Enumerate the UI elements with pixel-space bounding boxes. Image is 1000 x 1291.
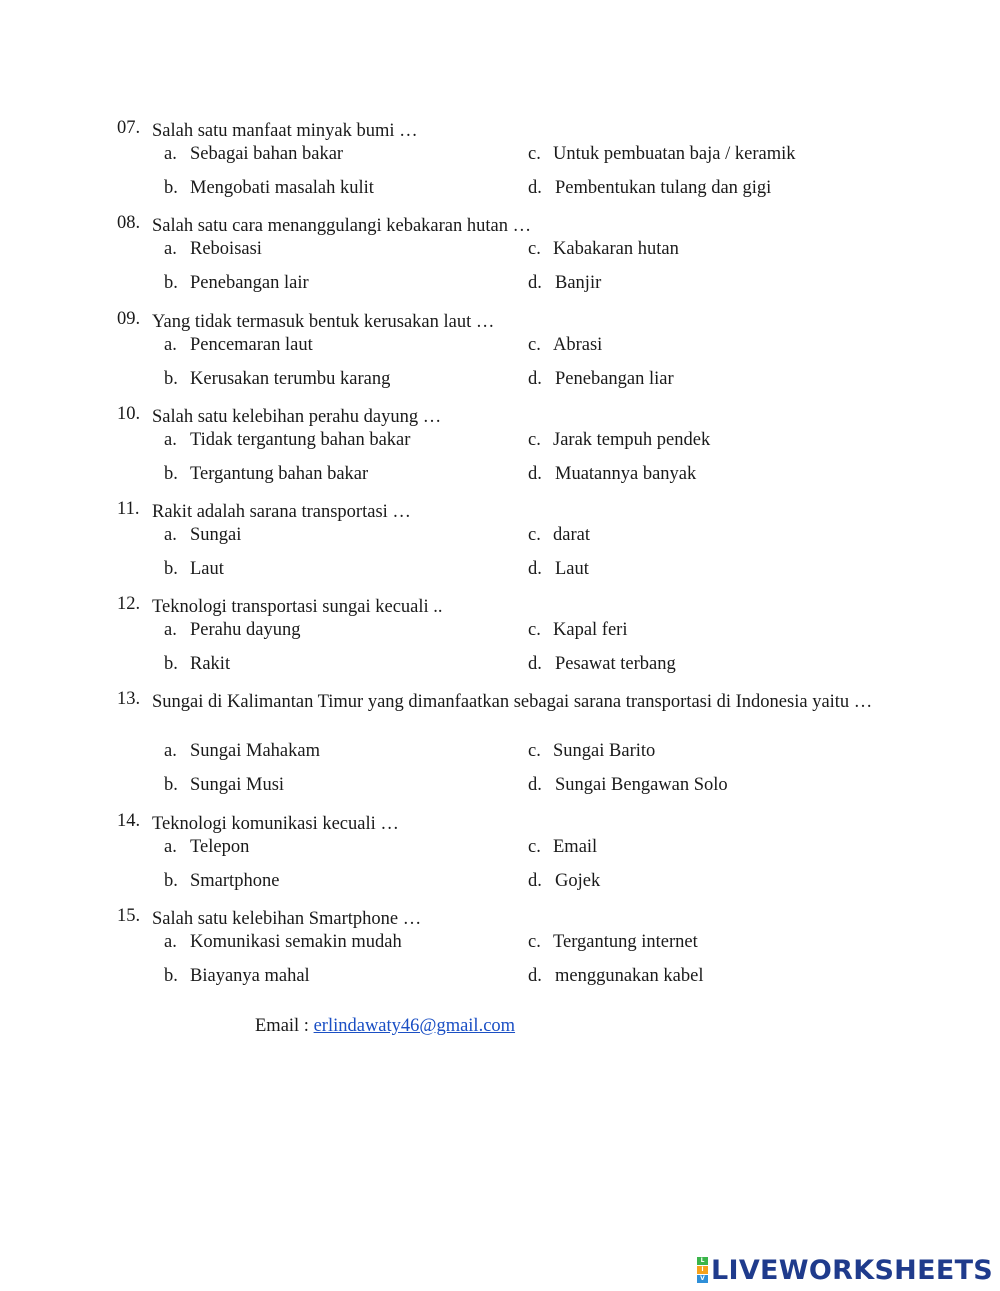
option-letter: c. (528, 741, 541, 761)
option-text: Kapal feri (553, 620, 628, 640)
option-text: Jarak tempuh pendek (553, 430, 711, 450)
option-letter: c. (528, 620, 541, 640)
option-letter: d. (528, 559, 542, 579)
option-letter: d. (528, 178, 542, 198)
option-text: Telepon (190, 837, 250, 857)
logo-block-v: V (697, 1275, 708, 1283)
logo-block-l: L (697, 1257, 708, 1265)
option-text: Banjir (555, 273, 602, 293)
question-number: 15. (117, 906, 141, 926)
option-text: Penebangan liar (555, 369, 674, 389)
footer-email-line (255, 1016, 515, 1037)
option-letter: a. (164, 239, 177, 259)
option-text: Laut (555, 559, 589, 579)
option-letter: c. (528, 430, 541, 450)
option-letter: b. (164, 369, 178, 389)
logo-blocks-icon (697, 1257, 708, 1283)
option-letter: d. (528, 871, 542, 891)
option-text: Tergantung internet (553, 932, 698, 952)
option-letter: a. (164, 144, 177, 164)
option-letter: c. (528, 525, 541, 545)
question-number: 09. (117, 309, 141, 329)
option-text: Penebangan lair (190, 273, 309, 293)
option-text: Tergantung bahan bakar (190, 464, 369, 484)
option-text: Perahu dayung (190, 620, 301, 640)
question-text: Salah satu cara menanggulangi kebakaran hutan … (152, 216, 532, 236)
question-text: Teknologi transportasi sungai kecuali .. (152, 597, 443, 617)
option-text: Kabakaran hutan (553, 239, 679, 259)
option-text: Pesawat terbang (555, 654, 676, 674)
option-letter: d. (528, 369, 542, 389)
option-letter: a. (164, 525, 177, 545)
option-letter: b. (164, 775, 178, 795)
option-text: Email (553, 837, 598, 857)
option-text: Sebagai bahan bakar (190, 144, 344, 164)
option-text: Sungai Musi (190, 775, 285, 795)
option-letter: b. (164, 966, 178, 986)
option-letter: d. (528, 966, 542, 986)
option-text: menggunakan kabel (555, 966, 704, 986)
option-text: Mengobati masalah kulit (190, 178, 374, 198)
email-label: Email : (255, 1016, 314, 1036)
question-number: 13. (117, 689, 141, 709)
option-text: Pencemaran laut (190, 335, 313, 355)
option-letter: b. (164, 464, 178, 484)
option-text: Sungai (190, 525, 242, 545)
option-letter: c. (528, 837, 541, 857)
question-text: Teknologi komunikasi kecuali … (152, 814, 399, 834)
question-text: Salah satu kelebihan Smartphone … (152, 909, 422, 929)
logo-text: LIVEWORKSHEETS (711, 1254, 994, 1286)
question-number: 10. (117, 404, 141, 424)
option-letter: b. (164, 871, 178, 891)
question-text: Sungai di Kalimantan Timur yang dimanfaatkan sebagai sarana transportasi di Indonesia yaitu … (152, 692, 873, 712)
option-text: Sungai Bengawan Solo (555, 775, 728, 795)
option-letter: a. (164, 741, 177, 761)
option-letter: c. (528, 335, 541, 355)
option-letter: c. (528, 932, 541, 952)
option-letter: d. (528, 464, 542, 484)
option-text: Untuk pembuatan baja / keramik (553, 144, 796, 164)
option-text: Muatannya banyak (555, 464, 697, 484)
option-letter: a. (164, 620, 177, 640)
option-text: Rakit (190, 654, 231, 674)
question-number: 07. (117, 118, 141, 138)
option-letter: b. (164, 654, 178, 674)
option-text: Kerusakan terumbu karang (190, 369, 391, 389)
option-text: Sungai Mahakam (190, 741, 320, 761)
option-text: Reboisasi (190, 239, 262, 259)
question-text: Yang tidak termasuk bentuk kerusakan laut … (152, 312, 495, 332)
option-letter: b. (164, 178, 178, 198)
option-letter: b. (164, 273, 178, 293)
option-letter: a. (164, 932, 177, 952)
option-letter: a. (164, 837, 177, 857)
liveworksheets-logo[interactable] (697, 1253, 993, 1287)
question-text: Salah satu manfaat minyak bumi … (152, 121, 418, 141)
question-number: 12. (117, 594, 141, 614)
option-letter: c. (528, 239, 541, 259)
option-text: Abrasi (553, 335, 603, 355)
option-text: Gojek (555, 871, 601, 891)
option-text: darat (553, 525, 590, 545)
option-letter: a. (164, 335, 177, 355)
question-text: Rakit adalah sarana transportasi … (152, 502, 411, 522)
option-text: Pembentukan tulang dan gigi (555, 178, 772, 198)
option-text: Sungai Barito (553, 741, 656, 761)
question-number: 11. (117, 499, 140, 519)
option-letter: c. (528, 144, 541, 164)
question-number: 08. (117, 213, 141, 233)
option-text: Smartphone (190, 871, 280, 891)
option-text: Laut (190, 559, 224, 579)
option-text: Tidak tergantung bahan bakar (190, 430, 411, 450)
option-letter: b. (164, 559, 178, 579)
option-letter: a. (164, 430, 177, 450)
option-letter: d. (528, 775, 542, 795)
option-letter: d. (528, 273, 542, 293)
option-text: Biayanya mahal (190, 966, 310, 986)
logo-block-i: I (697, 1266, 708, 1274)
option-text: Komunikasi semakin mudah (190, 932, 402, 952)
question-number: 14. (117, 811, 141, 831)
email-link[interactable]: erlindawaty46@gmail.com (313, 1016, 516, 1036)
question-text: Salah satu kelebihan perahu dayung … (152, 407, 442, 427)
option-letter: d. (528, 654, 542, 674)
